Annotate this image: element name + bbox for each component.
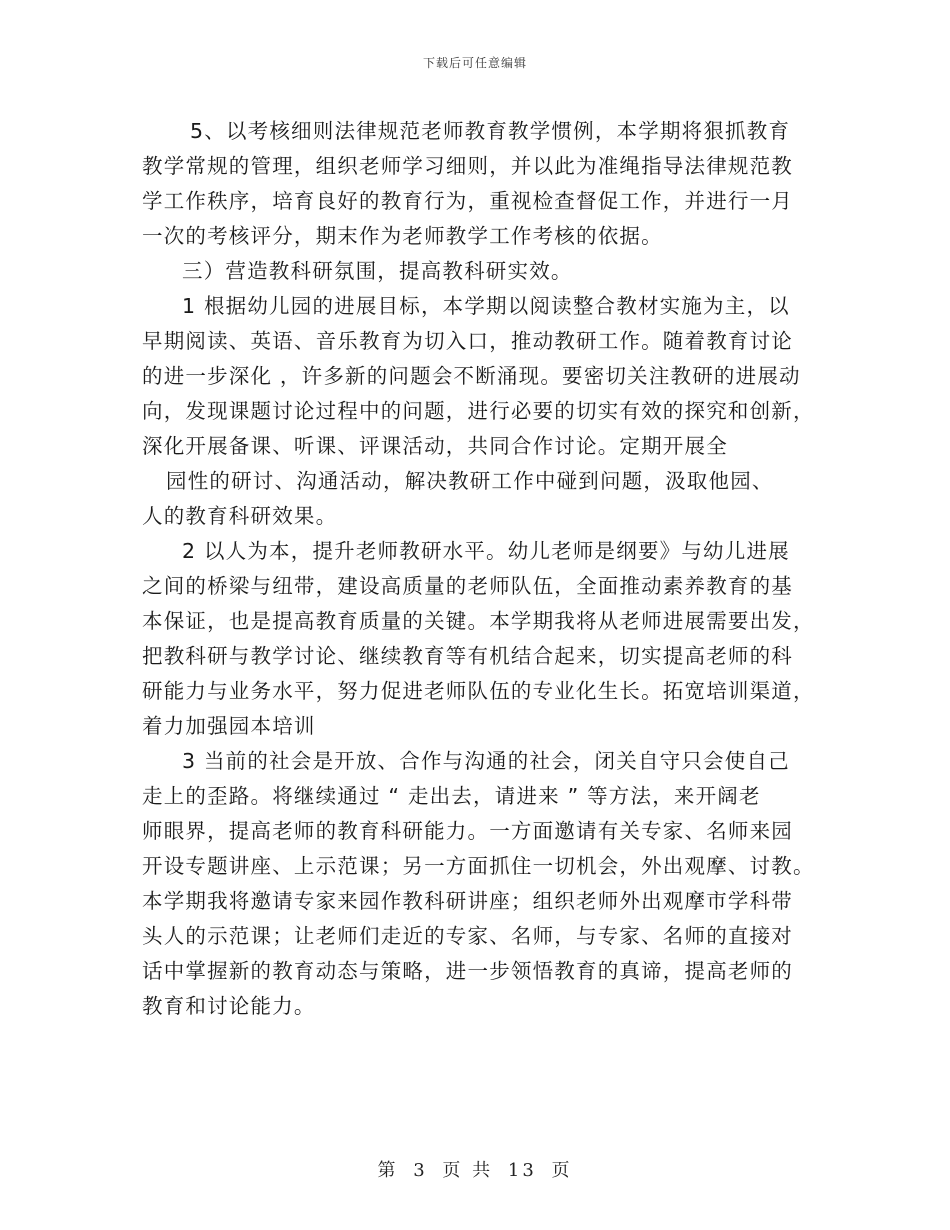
- text-line: 2 以人为本，提升老师教研水平。幼儿老师是纲要》与幼儿进展: [182, 539, 790, 563]
- text-line: 5、以考核细则法律规范老师教育教学惯例，本学期将狠抓教育: [190, 119, 791, 143]
- text-line: 的进一步深化 ，许多新的问题会不断涌现。要密切关注教研的进展动: [142, 364, 801, 388]
- text-line: 深化开展备课、听课、评课活动，共同合作讨论。定期开展全: [142, 434, 728, 458]
- page-header: 下载后可任意编辑: [422, 56, 527, 70]
- text-line: 一次的考核评分，期末作为老师教学工作考核的依据。: [142, 224, 663, 248]
- text-line: 三）营造教科研氛围，提高教科研实效。: [182, 259, 573, 283]
- text-line: 3 当前的社会是开放、合作与沟通的社会，闭关自守只会使自己: [182, 749, 790, 773]
- text-line: 着力加强园本培训: [142, 714, 316, 738]
- text-line: 园性的研讨、沟通活动，解决教研工作中碰到问题，汲取他园、: [166, 469, 774, 493]
- text-line: 人的教育科研效果。: [142, 504, 338, 528]
- text-line: 学工作秩序，培育良好的教育行为，重视检查督促工作，并进行一月: [142, 189, 793, 213]
- footer-middle: 页 共: [442, 1160, 494, 1181]
- text-line: 把教科研与教学讨论、继续教育等有机结合起来，切实提高老师的科: [142, 644, 793, 668]
- footer-prefix: 第: [377, 1160, 399, 1181]
- footer-total-pages: 13: [507, 1160, 537, 1181]
- text-line: 早期阅读、英语、音乐教育为切入口，推动教研工作。随着教育讨论: [142, 329, 793, 353]
- text-line: 之间的桥梁与纽带，建设高质量的老师队伍，全面推动素养教育的基: [142, 574, 793, 598]
- text-line: 1 根据幼儿园的进展目标，本学期以阅读整合教材实施为主，以: [182, 294, 790, 318]
- text-line: 教学常规的管理，组织老师学习细则，并以此为准绳指导法律规范教: [142, 154, 793, 178]
- footer-suffix: 页: [551, 1160, 573, 1181]
- document-body: [142, 114, 818, 1024]
- text-line: 本保证，也是提高教育质量的关键。本学期我将从老师进展需要出发，: [142, 609, 815, 633]
- text-line: 研能力与业务水平，努力促进老师队伍的专业化生长。拓宽培训渠道，: [142, 679, 815, 703]
- text-line: 头人的示范课；让老师们走近的专家、名师，与专家、名师的直接对: [142, 924, 793, 948]
- text-line: 教育和讨论能力。: [142, 994, 316, 1018]
- text-line: 走上的歪路。将继续通过 “ 走出去，请进来 ” 等方法，来开阔老: [142, 784, 761, 808]
- text-line: 本学期我将邀请专家来园作教科研讲座；组织老师外出观摩市学科带: [142, 889, 793, 913]
- text-line: 向，发现课题讨论过程中的问题，进行必要的切实有效的探究和创新，: [142, 399, 815, 423]
- footer-page-number: 3: [413, 1160, 428, 1181]
- text-line: 师眼界，提高老师的教育科研能力。一方面邀请有关专家、名师来园: [142, 819, 793, 843]
- text-line: 话中掌握新的教育动态与策略，进一步领悟教育的真谛，提高老师的: [142, 959, 793, 983]
- page-footer: [0, 1156, 950, 1182]
- text-line: 开设专题讲座、上示范课；另一方面抓住一切机会，外出观摩、讨教。: [142, 854, 815, 878]
